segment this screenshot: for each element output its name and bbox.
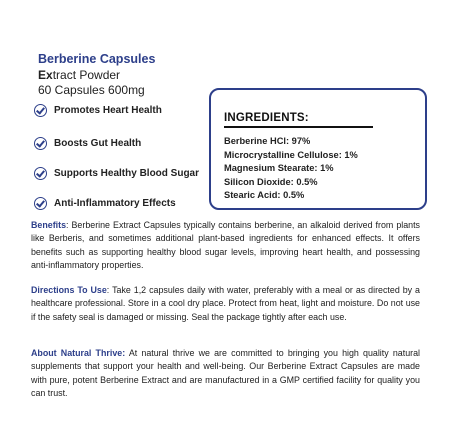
about-label: About Natural Thrive: (31, 348, 126, 358)
feature-label: Boosts Gut Health (54, 138, 142, 149)
ingredient-item: Magnesium Stearate: 1% (224, 163, 334, 173)
ingredients-heading: INGREDIENTS: (224, 112, 309, 124)
benefits-label: Benefits (31, 220, 67, 230)
directions-label: Directions To Use (31, 285, 107, 295)
feature-label: Anti-Inflammatory Effects (54, 198, 176, 209)
product-subtitle-bold: Ex (38, 68, 53, 82)
feature-item (34, 197, 176, 210)
ingredient-item: Microcrystalline Cellulose: 1% (224, 149, 358, 160)
about-text: At natural thrive we are committed to bringing you high quality natural supplements that support your health and well-being. Our Berberine Extract Capsules are made with pure, potent Berberine Extract and are manufactured in a GMP certified facility for quality you can trust. (31, 348, 420, 398)
directions-text: : Take 1,2 capsules daily with water, preferably with a meal or as directed by a healthcare professional. Store in a cool dry place. Protect from heat, light and moisture. Do not use if the safety seal is damaged or missing. Seal the package tightly after each use. (31, 285, 420, 322)
product-quantity: 60 Capsules 600mg (38, 83, 145, 97)
check-circle-icon (34, 197, 47, 210)
ingredient-item: Berberine HCl: 97% (224, 136, 311, 146)
product-subtitle-rest: tract Powder (52, 68, 121, 82)
feature-item (34, 167, 199, 180)
directions-paragraph (31, 284, 420, 324)
feature-label: Supports Healthy Blood Sugar (54, 168, 200, 179)
product-title: Berberine Capsules (38, 52, 156, 66)
check-circle-icon (34, 104, 47, 117)
check-circle-icon (34, 137, 47, 150)
product-subtitle (38, 68, 120, 82)
ingredients-divider (224, 126, 373, 128)
benefits-paragraph (31, 219, 420, 272)
ingredient-item: Stearic Acid: 0.5% (224, 190, 305, 200)
feature-item (34, 137, 141, 150)
about-paragraph (31, 347, 420, 400)
benefits-text: : Berberine Extract Capsules typically contains berberine, an alkaloid derived from plants like Berberis, and sometimes additional plant-based ingredients for enhanced effects. It offers benefits such as supporting healthy blood sugar levels, improving heart health, and possessing anti-inflammatory properties. (31, 220, 420, 270)
feature-item (34, 104, 162, 117)
ingredient-item: Silicon Dioxide: 0.5% (224, 176, 318, 187)
check-circle-icon (34, 167, 47, 180)
feature-label: Promotes Heart Health (54, 105, 162, 116)
ingredients-list (224, 135, 358, 203)
